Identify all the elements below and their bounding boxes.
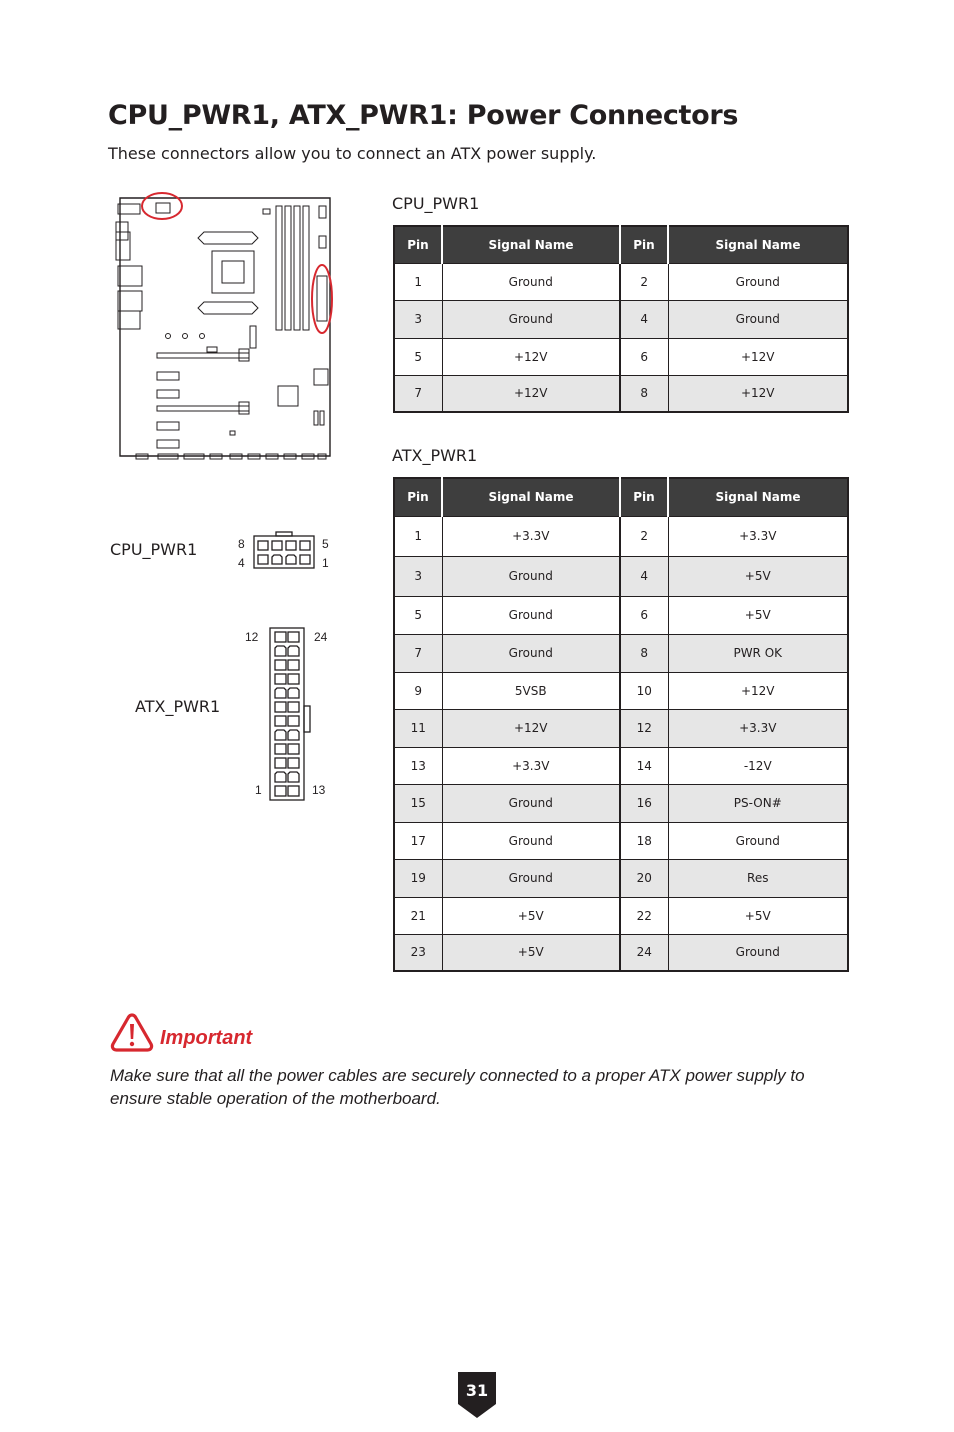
page-title: CPU_PWR1, ATX_PWR1: Power Connectors — [108, 100, 739, 131]
pin-cell: 6 — [620, 338, 668, 375]
table-row — [394, 556, 848, 596]
signal-cell: +5V — [668, 556, 848, 596]
table-row — [394, 784, 848, 822]
intro-text: These connectors allow you to connect an ATX power supply. — [108, 144, 597, 163]
signal-cell: +12V — [668, 375, 848, 412]
signal-cell: Ground — [442, 263, 620, 300]
cpu-pin-label: 1 — [322, 556, 329, 570]
pin-cell: 19 — [394, 859, 442, 897]
atx-pwr1-connector-diagram — [268, 626, 314, 802]
signal-cell: Ground — [442, 596, 620, 634]
pin-cell: 3 — [394, 300, 442, 338]
signal-cell: +5V — [668, 897, 848, 934]
signal-cell: +3.3V — [668, 516, 848, 556]
atx-pin-cell — [288, 730, 299, 740]
pin-cell: 15 — [394, 784, 442, 822]
pin-cell: 18 — [620, 822, 668, 859]
signal-cell: Ground — [442, 556, 620, 596]
signal-cell: +3.3V — [442, 516, 620, 556]
table-row — [394, 709, 848, 747]
pin-cell: 21 — [394, 897, 442, 934]
signal-cell: +5V — [442, 897, 620, 934]
atx-pin-cell — [275, 702, 286, 712]
pin-cell: 6 — [620, 596, 668, 634]
pin-cell: 4 — [620, 556, 668, 596]
signal-cell: Ground — [668, 934, 848, 971]
table-row — [394, 822, 848, 859]
signal-cell: Res — [668, 859, 848, 897]
pin-cell: 2 — [620, 263, 668, 300]
cpu-pin-label: 8 — [238, 537, 245, 551]
atx-pin-cell — [275, 744, 286, 754]
atx-pin-label: 13 — [312, 783, 326, 797]
pin-cell: 17 — [394, 822, 442, 859]
pin-cell: 7 — [394, 634, 442, 672]
atx-pwr1-pin-table — [393, 477, 849, 972]
table-row — [394, 672, 848, 709]
atx-pin-label: 24 — [314, 630, 328, 644]
table-header-row — [394, 478, 848, 516]
cpu-pin-label: 5 — [322, 537, 329, 551]
atx-pwr1-diagram-label: ATX_PWR1 — [135, 697, 221, 716]
pin-cell: 10 — [620, 672, 668, 709]
warning-icon — [110, 1012, 154, 1052]
table-row — [394, 375, 848, 412]
cpu-pin-label: 4 — [238, 556, 245, 570]
signal-cell: Ground — [668, 822, 848, 859]
atx-pin-cell — [275, 632, 286, 642]
atx-pin-cell — [288, 716, 299, 726]
pin-cell: 2 — [620, 516, 668, 556]
atx-pin-cell — [288, 702, 299, 712]
signal-cell: +5V — [668, 596, 848, 634]
pin-cell: 9 — [394, 672, 442, 709]
pin-cell: 1 — [394, 516, 442, 556]
cpu-pwr1-pin-table — [393, 225, 849, 413]
table-row — [394, 747, 848, 784]
signal-cell: Ground — [442, 784, 620, 822]
page-number: 31 — [465, 1381, 489, 1400]
motherboard-diagram — [112, 186, 342, 466]
cpu-pwr1-highlight-circle — [142, 193, 182, 219]
column-header: Pin — [394, 226, 442, 263]
signal-cell: +12V — [668, 672, 848, 709]
signal-cell: +12V — [442, 375, 620, 412]
table-row — [394, 897, 848, 934]
atx-pin-cell — [275, 772, 286, 782]
column-header: Signal Name — [442, 226, 620, 263]
atx-pin-cell — [275, 646, 286, 656]
signal-cell: PS-ON# — [668, 784, 848, 822]
atx-pin-cell — [288, 660, 299, 670]
pin-cell: 1 — [394, 263, 442, 300]
atx-pin-cell — [288, 646, 299, 656]
atx-pin-cell — [275, 758, 286, 768]
column-header: Pin — [620, 226, 668, 263]
signal-cell: Ground — [668, 300, 848, 338]
table-row — [394, 263, 848, 300]
atx-pin-cell — [275, 786, 286, 796]
atx-pwr1-highlight-circle — [312, 265, 332, 333]
atx-pin-label: 1 — [255, 783, 262, 797]
pin-cell: 8 — [620, 375, 668, 412]
table-row — [394, 516, 848, 556]
pin-cell: 4 — [620, 300, 668, 338]
atx-pin-cell — [288, 632, 299, 642]
atx-pin-label: 12 — [245, 630, 259, 644]
important-text: Make sure that all the power cables are securely connected to a proper ATX power supply to ensure stable operation of the motherboard. — [110, 1066, 805, 1108]
cpu-pwr1-diagram-label: CPU_PWR1 — [110, 540, 198, 559]
atx-pin-cell — [275, 688, 286, 698]
signal-cell: +12V — [442, 338, 620, 375]
pin-cell: 24 — [620, 934, 668, 971]
pin-cell: 5 — [394, 338, 442, 375]
atx-pin-cell — [288, 744, 299, 754]
atx-pin-cell — [288, 786, 299, 796]
pin-cell: 11 — [394, 709, 442, 747]
column-header: Signal Name — [668, 478, 848, 516]
atx-pin-cell — [288, 674, 299, 684]
atx-pin-cell — [275, 660, 286, 670]
signal-cell: Ground — [442, 634, 620, 672]
atx-pin-cell — [288, 688, 299, 698]
pin-cell: 23 — [394, 934, 442, 971]
cpu-pwr1-connector-diagram — [252, 530, 318, 570]
table-row — [394, 634, 848, 672]
pin-cell: 16 — [620, 784, 668, 822]
pin-cell: 8 — [620, 634, 668, 672]
important-title: Important — [160, 1027, 253, 1049]
atx-pin-cell — [275, 730, 286, 740]
signal-cell: +5V — [442, 934, 620, 971]
pin-cell: 3 — [394, 556, 442, 596]
pin-cell: 22 — [620, 897, 668, 934]
signal-cell: +3.3V — [668, 709, 848, 747]
signal-cell: Ground — [668, 263, 848, 300]
atx-pwr1-table-label: ATX_PWR1 — [392, 446, 478, 465]
signal-cell: PWR OK — [668, 634, 848, 672]
pin-cell: 13 — [394, 747, 442, 784]
table-row — [394, 338, 848, 375]
column-header: Signal Name — [442, 478, 620, 516]
column-header: Pin — [620, 478, 668, 516]
signal-cell: +12V — [668, 338, 848, 375]
table-header-row — [394, 226, 848, 263]
table-row — [394, 859, 848, 897]
signal-cell: Ground — [442, 859, 620, 897]
atx-pin-cell — [275, 674, 286, 684]
signal-cell: +12V — [442, 709, 620, 747]
atx-pin-cell — [275, 716, 286, 726]
signal-cell: 5VSB — [442, 672, 620, 709]
cpu-pwr1-table-label: CPU_PWR1 — [392, 194, 480, 213]
signal-cell: -12V — [668, 747, 848, 784]
column-header: Signal Name — [668, 226, 848, 263]
table-row — [394, 934, 848, 971]
column-header: Pin — [394, 478, 442, 516]
pin-cell: 12 — [620, 709, 668, 747]
table-row — [394, 596, 848, 634]
signal-cell: Ground — [442, 822, 620, 859]
atx-pin-cell — [288, 758, 299, 768]
signal-cell: +3.3V — [442, 747, 620, 784]
atx-pin-cell — [288, 772, 299, 782]
pin-cell: 14 — [620, 747, 668, 784]
signal-cell: Ground — [442, 300, 620, 338]
pin-cell: 5 — [394, 596, 442, 634]
table-row — [394, 300, 848, 338]
pin-cell: 7 — [394, 375, 442, 412]
pin-cell: 20 — [620, 859, 668, 897]
